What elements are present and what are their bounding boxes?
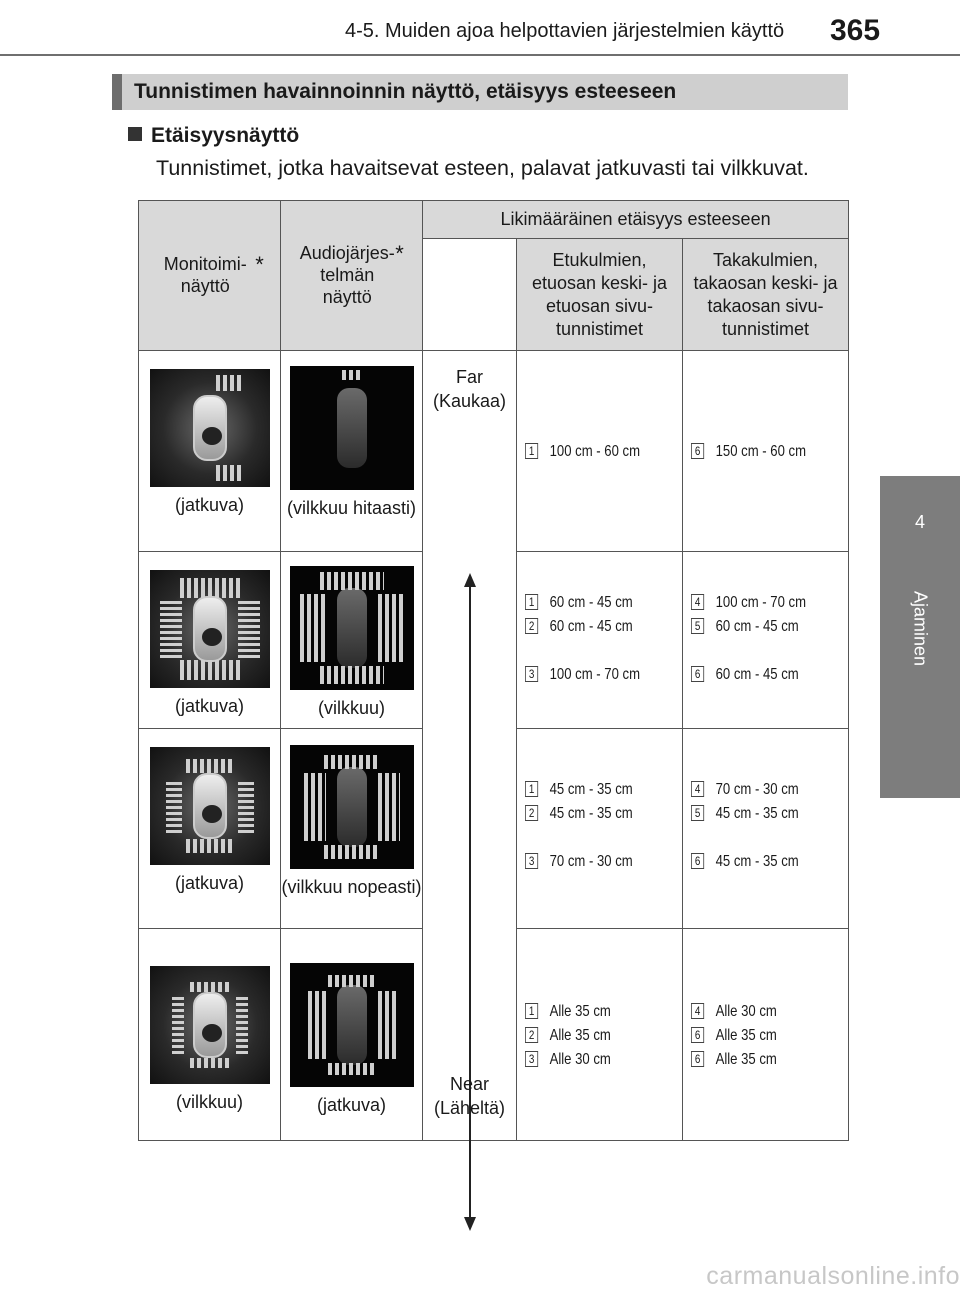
monitor-display-image (150, 966, 270, 1084)
asterisk-icon: * (255, 252, 264, 277)
distance-table (138, 200, 849, 1141)
car-icon (337, 388, 367, 468)
rear-distance-cell (683, 351, 849, 552)
sensor-number: 5 (691, 618, 704, 634)
sensor-number: 3 (525, 1051, 538, 1067)
sensor-number: 4 (691, 594, 704, 610)
sensor-bars (308, 991, 326, 1059)
distance-value: 60 cm - 45 cm (549, 618, 633, 635)
car-icon (193, 773, 227, 839)
distance-row (691, 1027, 777, 1045)
table-row (139, 351, 849, 552)
monitor-display-cell (139, 929, 281, 1141)
intro-text: Tunnistimet, jotka havaitsevat esteen, palavat jatkuvasti tai vilkkuvat. (156, 156, 809, 180)
audio-caption: (vilkkuu hitaasti) (286, 498, 417, 518)
car-icon (193, 395, 227, 461)
sensor-bars (342, 370, 362, 380)
sensor-number: 1 (525, 443, 538, 459)
audio-display-cell (281, 929, 423, 1141)
car-icon (337, 588, 367, 668)
sensor-bars (238, 779, 254, 833)
arrow-down-icon (464, 1217, 476, 1231)
sensor-number: 2 (525, 1027, 538, 1043)
rear-distance-cell (683, 929, 849, 1141)
distance-row (525, 594, 633, 612)
header-rear-text: Takakulmien, takaosan keski- ja takaosan sivu-tunnistimet (693, 249, 838, 339)
sensor-bars (180, 660, 240, 680)
rear-distance-cell (683, 729, 849, 929)
distance-row (691, 443, 806, 461)
sensor-number: 1 (525, 594, 538, 610)
distance-row (691, 666, 799, 684)
distance-value: 45 cm - 35 cm (549, 805, 633, 822)
distance-value: Alle 30 cm (549, 1051, 611, 1068)
sensor-bars (378, 773, 400, 841)
audio-display-image (290, 366, 414, 490)
distance-row (525, 1051, 611, 1069)
sensor-bars (190, 982, 230, 992)
bullet-heading (128, 124, 299, 148)
side-tab-number: 4 (914, 512, 925, 532)
asterisk-icon: * (395, 241, 404, 266)
distance-row (525, 781, 633, 799)
axis-near-label: Near (Läheltä) (433, 1074, 506, 1118)
chapter-title: 4-5. Muiden ajoa helpottavien järjestelmien käyttö (345, 20, 785, 42)
header-axis-blank (423, 239, 517, 351)
sensor-bars (180, 578, 240, 598)
monitor-display-image (150, 570, 270, 688)
distance-row (525, 853, 633, 871)
audio-display-cell (281, 729, 423, 929)
distance-value: 70 cm - 30 cm (715, 781, 799, 798)
audio-display-cell (281, 351, 423, 552)
sensor-bars (328, 975, 376, 987)
header-distance: Likimääräinen etäisyys esteeseen (423, 201, 849, 239)
distance-value: Alle 35 cm (549, 1003, 611, 1020)
sensor-bars (236, 996, 248, 1054)
distance-value: Alle 35 cm (715, 1051, 777, 1068)
distance-row (525, 443, 640, 461)
sensor-bars (378, 594, 404, 662)
distance-value: 150 cm - 60 cm (715, 443, 807, 460)
audio-caption: (vilkkuu nopeasti) (281, 877, 422, 897)
sensor-number: 1 (525, 781, 538, 797)
side-tab-label: Ajaminen (910, 590, 931, 667)
monitor-display-image (150, 747, 270, 865)
sensor-number: 5 (691, 805, 704, 821)
header-audio-text: Audiojärjes-telmän näyttö (299, 243, 395, 307)
distance-row (525, 1003, 611, 1021)
sensor-number: 6 (691, 1051, 704, 1067)
sensor-bars (324, 755, 380, 769)
sensor-number: 3 (525, 666, 538, 682)
sensor-bars (190, 1058, 230, 1068)
distance-row (691, 594, 806, 612)
audio-caption: (jatkuva) (316, 1095, 387, 1115)
distance-value: 100 cm - 60 cm (549, 443, 641, 460)
distance-row (691, 805, 799, 823)
header-monitor (139, 201, 281, 351)
header-rear (683, 239, 849, 351)
distance-value: 45 cm - 35 cm (549, 781, 633, 798)
sensor-bars (186, 839, 234, 853)
axis-line (469, 577, 471, 1221)
distance-value: 100 cm - 70 cm (549, 666, 641, 683)
header-divider (0, 54, 960, 56)
monitor-caption: (jatkuva) (174, 495, 245, 515)
monitor-caption: (jatkuva) (174, 873, 245, 893)
audio-display-image (290, 963, 414, 1087)
front-distance-cell (517, 729, 683, 929)
rear-distance-cell (683, 552, 849, 729)
distance-row (691, 853, 799, 871)
monitor-display-cell (139, 351, 281, 552)
monitor-caption: (jatkuva) (174, 696, 245, 716)
distance-row (525, 618, 633, 636)
sensor-bars (378, 991, 396, 1059)
sensor-bars (304, 773, 326, 841)
watermark-text: carmanualsonline.info (706, 1262, 960, 1290)
sensor-bars (160, 600, 182, 658)
front-distance-cell (517, 552, 683, 729)
distance-row (525, 666, 640, 684)
sensor-number: 3 (525, 853, 538, 869)
audio-display-image (290, 745, 414, 869)
header-audio (281, 201, 423, 351)
distance-row (525, 1027, 611, 1045)
page-number: 365 (830, 14, 881, 47)
sensor-number: 2 (525, 618, 538, 634)
sensor-number: 6 (691, 443, 704, 459)
sensor-bars (320, 572, 384, 590)
monitor-display-cell (139, 729, 281, 929)
sensor-bars (300, 594, 326, 662)
sensor-bars (238, 600, 260, 658)
sensor-number: 4 (691, 781, 704, 797)
audio-display-cell (281, 552, 423, 729)
sensor-bars (328, 1063, 376, 1075)
sensor-bars (166, 779, 182, 833)
monitor-display-image (150, 369, 270, 487)
sensor-number: 6 (691, 666, 704, 682)
distance-value: Alle 35 cm (715, 1027, 777, 1044)
audio-display-image (290, 566, 414, 690)
sensor-number: 4 (691, 1003, 704, 1019)
distance-row (525, 805, 633, 823)
distance-row (691, 781, 799, 799)
front-distance-cell (517, 351, 683, 552)
sensor-bars (216, 465, 244, 481)
distance-value: 70 cm - 30 cm (549, 853, 633, 870)
car-icon (337, 767, 367, 847)
monitor-caption: (vilkkuu) (175, 1092, 243, 1112)
bullet-square-icon (128, 127, 142, 141)
bullet-heading-text: Etäisyysnäyttö (151, 124, 300, 147)
distance-value: 60 cm - 45 cm (715, 666, 799, 683)
header-front-text: Etukulmien, etuosan keski- ja etuosan sivu-tunnistimet (531, 249, 668, 339)
header-front (517, 239, 683, 351)
car-icon (193, 596, 227, 662)
sensor-number: 6 (691, 853, 704, 869)
front-distance-cell (517, 929, 683, 1141)
section-title: Tunnistimen havainnoinnin näyttö, etäisyys esteeseen (112, 74, 848, 110)
car-icon (193, 992, 227, 1058)
sensor-bars (320, 666, 384, 684)
distance-row (691, 1003, 777, 1021)
sensor-bars (172, 996, 184, 1054)
audio-caption: (vilkkuu) (317, 698, 385, 718)
header-monitor-text: Monitoimi-näyttö (163, 254, 247, 296)
sensor-bars (186, 759, 234, 773)
sensor-number: 6 (691, 1027, 704, 1043)
axis-far-label: Far (Kaukaa) (432, 367, 507, 411)
distance-value: 60 cm - 45 cm (715, 618, 799, 635)
sensor-number: 2 (525, 805, 538, 821)
distance-value: 45 cm - 35 cm (715, 805, 799, 822)
distance-value: 60 cm - 45 cm (549, 594, 633, 611)
distance-value: 45 cm - 35 cm (715, 853, 799, 870)
sensor-bars (324, 845, 380, 859)
monitor-display-cell (139, 552, 281, 729)
distance-row (691, 1051, 777, 1069)
distance-value: Alle 35 cm (549, 1027, 611, 1044)
sensor-number: 1 (525, 1003, 538, 1019)
distance-value: 100 cm - 70 cm (715, 594, 807, 611)
sensor-bars (216, 375, 244, 391)
distance-axis (423, 351, 517, 1141)
car-icon (337, 985, 367, 1065)
distance-value: Alle 30 cm (715, 1003, 777, 1020)
distance-row (691, 618, 799, 636)
